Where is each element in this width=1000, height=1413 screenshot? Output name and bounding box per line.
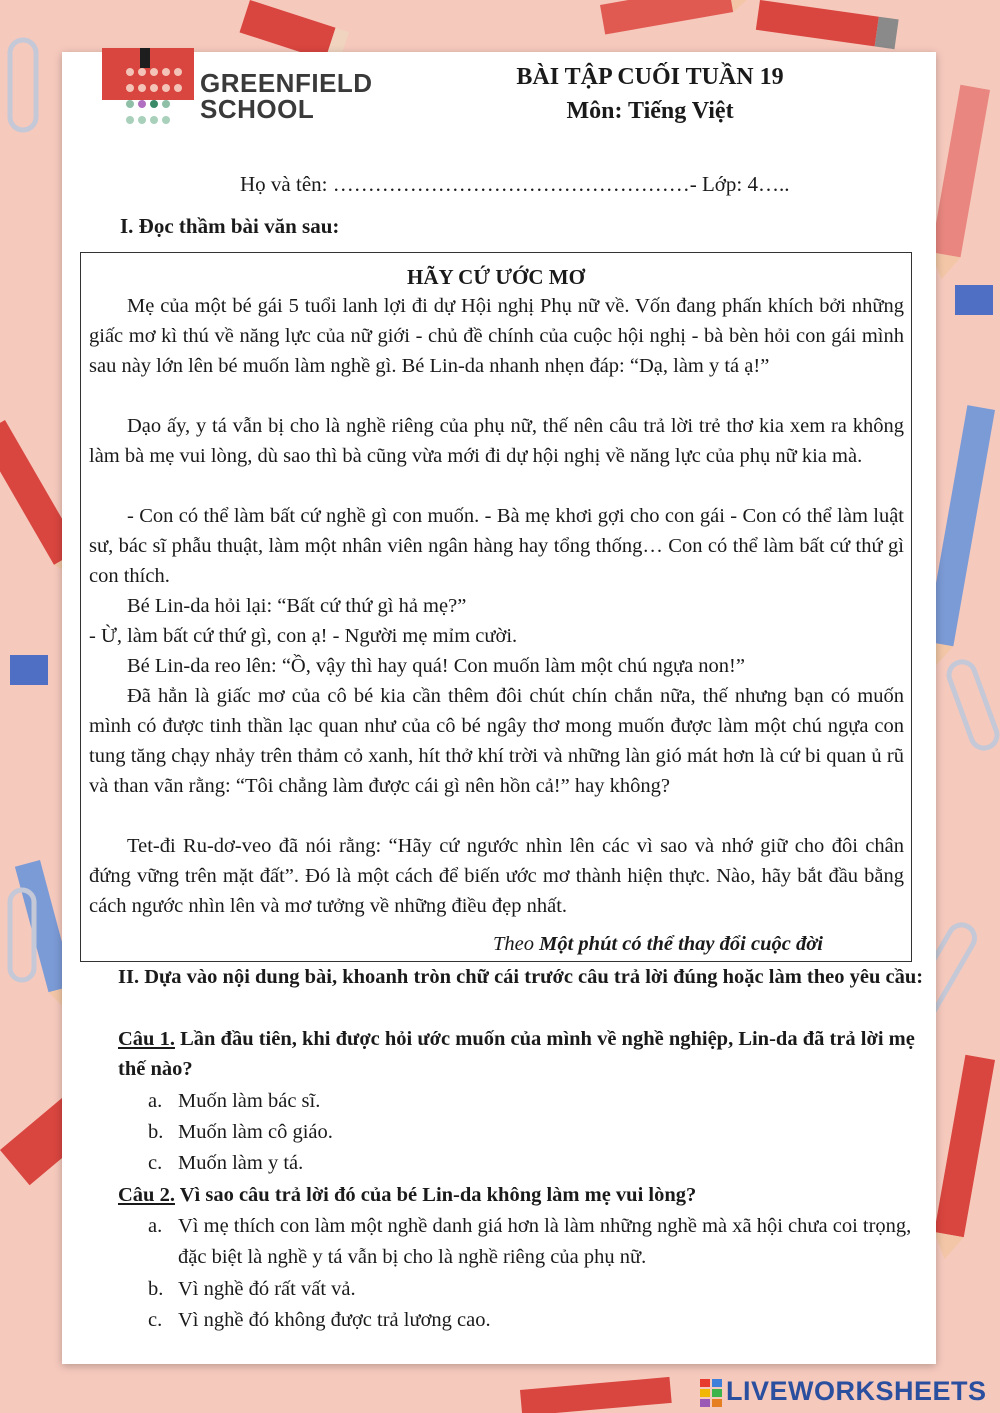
school-name-line2: SCHOOL (200, 94, 315, 124)
section-2-heading: II. Dựa vào nội dung bài, khoanh tròn chữ cái trước câu trả lời đúng hoặc làm theo yêu cầu: (118, 966, 924, 988)
name-class-row: Họ và tên: ……………………………………………- Lớp: 4….. (240, 172, 790, 196)
question-1-label: Câu 1. (118, 1028, 175, 1050)
option-letter: a. (148, 1215, 163, 1237)
story-paragraph: Bé Lin-da hỏi lại: “Bất cứ thứ gì hả mẹ?” (127, 595, 467, 617)
subject-title: Môn: Tiếng Việt (566, 98, 734, 124)
reading-passage-box (80, 252, 912, 962)
story-paragraph: - Ừ, làm bất cứ thứ gì, con ạ! - Người mẹ mỉm cười. (89, 625, 518, 647)
option-text: Vì mẹ thích con làm một nghề danh giá hơn là làm những nghề mà xã hội chưa coi trọng, đặc biệt là nghề y tá vẫn bị cho là nghề riêng của phụ nữ. (178, 1215, 912, 1268)
story-paragraph: Mẹ của một bé gái 5 tuổi lanh lợi đi dự Hội nghị Phụ nữ về. Vốn đang phấn khích bởi những giấc mơ kì thú về năng lực của nữ giới - chủ đề chính của cuộc hội nghị - bà bèn hỏi con gái mình sau này lớn lên bé muốn làm nghề gì. Bé Lin-da nhanh nhẹn đáp: “Dạ, làm y tá ạ!” (89, 295, 904, 377)
story-source (493, 933, 823, 956)
school-name (200, 70, 373, 122)
pencil-icon (930, 1055, 995, 1262)
option-text: Vì nghề đó không được trả lương cao. (178, 1309, 491, 1331)
pencil-icon (520, 1377, 672, 1413)
question-2 (118, 1180, 936, 1210)
story-paragraph: Dạo ấy, y tá vẫn bị cho là nghề riêng của phụ nữ, thế nên câu trả lời trẻ thơ kia xem ra không làm bà mẹ vui lòng, dù sao thì bà cũng vừa mới đi dự hội nghị về năng lực của phụ nữ kia mà. (89, 415, 904, 467)
question-1 (118, 1024, 936, 1084)
option-text: Muốn làm y tá. (178, 1152, 304, 1174)
watermark-text: LIVEWORKSHEETS (726, 1376, 987, 1406)
option-letter: c. (148, 1152, 163, 1174)
story-paragraph: Đã hẳn là giấc mơ của cô bé kia cần thêm đôi chút chín chắn nữa, thế nhưng bạn có muốn mình có được tinh thần lạc quan như của cô bé ngây thơ mong muốn được làm một chú ngựa con tung tăng chạy nhảy trên thảm cỏ xanh, hít thở khí trời và những làn gió mát hơn là cứ bi quan ủ rũ và than vãn rằng: “Tôi chẳng làm được cái gì nên hồn cả!” hay không? (89, 685, 904, 797)
pencil-icon (927, 85, 990, 282)
option-letter: a. (148, 1090, 163, 1112)
option-text: Muốn làm bác sĩ. (178, 1090, 321, 1112)
school-logo (102, 48, 194, 128)
pencil-icon (600, 0, 758, 35)
story-title: HÃY CỨ ƯỚC MƠ (407, 265, 585, 289)
source-prefix: Theo (493, 933, 540, 955)
q1-option-a[interactable] (148, 1086, 320, 1117)
story-paragraph: Bé Lin-da reo lên: “Ồ, vậy thì hay quá! Con muốn làm một chú ngựa non!” (127, 655, 745, 677)
question-1-text: Lần đầu tiên, khi được hỏi ước muốn của mình về nghề nghiệp, Lin-da đã trả lời mẹ thế nào? (118, 1028, 915, 1080)
q1-option-b[interactable] (148, 1117, 333, 1148)
option-text: Muốn làm cô giáo. (178, 1121, 333, 1143)
option-letter: b. (148, 1121, 164, 1143)
q2-option-a[interactable] (148, 1211, 932, 1273)
section-1-heading: I. Đọc thầm bài văn sau: (120, 214, 340, 238)
question-2-text: Vì sao câu trả lời đó của bé Lin-da không làm mẹ vui lòng? (174, 1184, 697, 1206)
q2-option-c[interactable] (148, 1305, 491, 1336)
option-text: Vì nghề đó rất vất vả. (178, 1278, 356, 1300)
q1-option-c[interactable] (148, 1148, 303, 1179)
story-paragraph: Tet-đi Ru-dơ-veo đã nói rằng: “Hãy cứ ngước nhìn lên các vì sao và nhớ giữ cho đôi chân đứng vững trên mặt đất”. Đó là một cách để biến ước mơ thành hiện thực. Nào, hãy bắt đầu bằng cách ngước nhìn lên và mơ tưởng về những điều đẹp nhất. (89, 835, 904, 917)
source-book-title: Một phút có thể thay đổi cuộc đời (539, 933, 823, 955)
option-letter: b. (148, 1278, 164, 1300)
worksheet-title: BÀI TẬP CUỐI TUẦN 19 (516, 64, 784, 90)
question-2-label: Câu 2. (118, 1184, 175, 1206)
option-letter: c. (148, 1309, 163, 1331)
logo-grid-icon (102, 48, 194, 128)
story-paragraph: - Con có thể làm bất cứ nghề gì con muốn. - Bà mẹ khơi gợi cho con gái - Con có thể làm luật sư, bác sĩ phẫu thuật, làm một nhân viên ngân hàng hay tổng thống… Con có thể làm bất cứ thứ gì con thích. (89, 505, 904, 587)
school-name-line1: GREENFIELD (200, 68, 373, 98)
q2-option-b[interactable] (148, 1274, 356, 1305)
liveworksheets-watermark[interactable] (700, 1376, 987, 1407)
pencil-icon (756, 0, 899, 49)
liveworksheets-logo-icon (700, 1377, 724, 1407)
